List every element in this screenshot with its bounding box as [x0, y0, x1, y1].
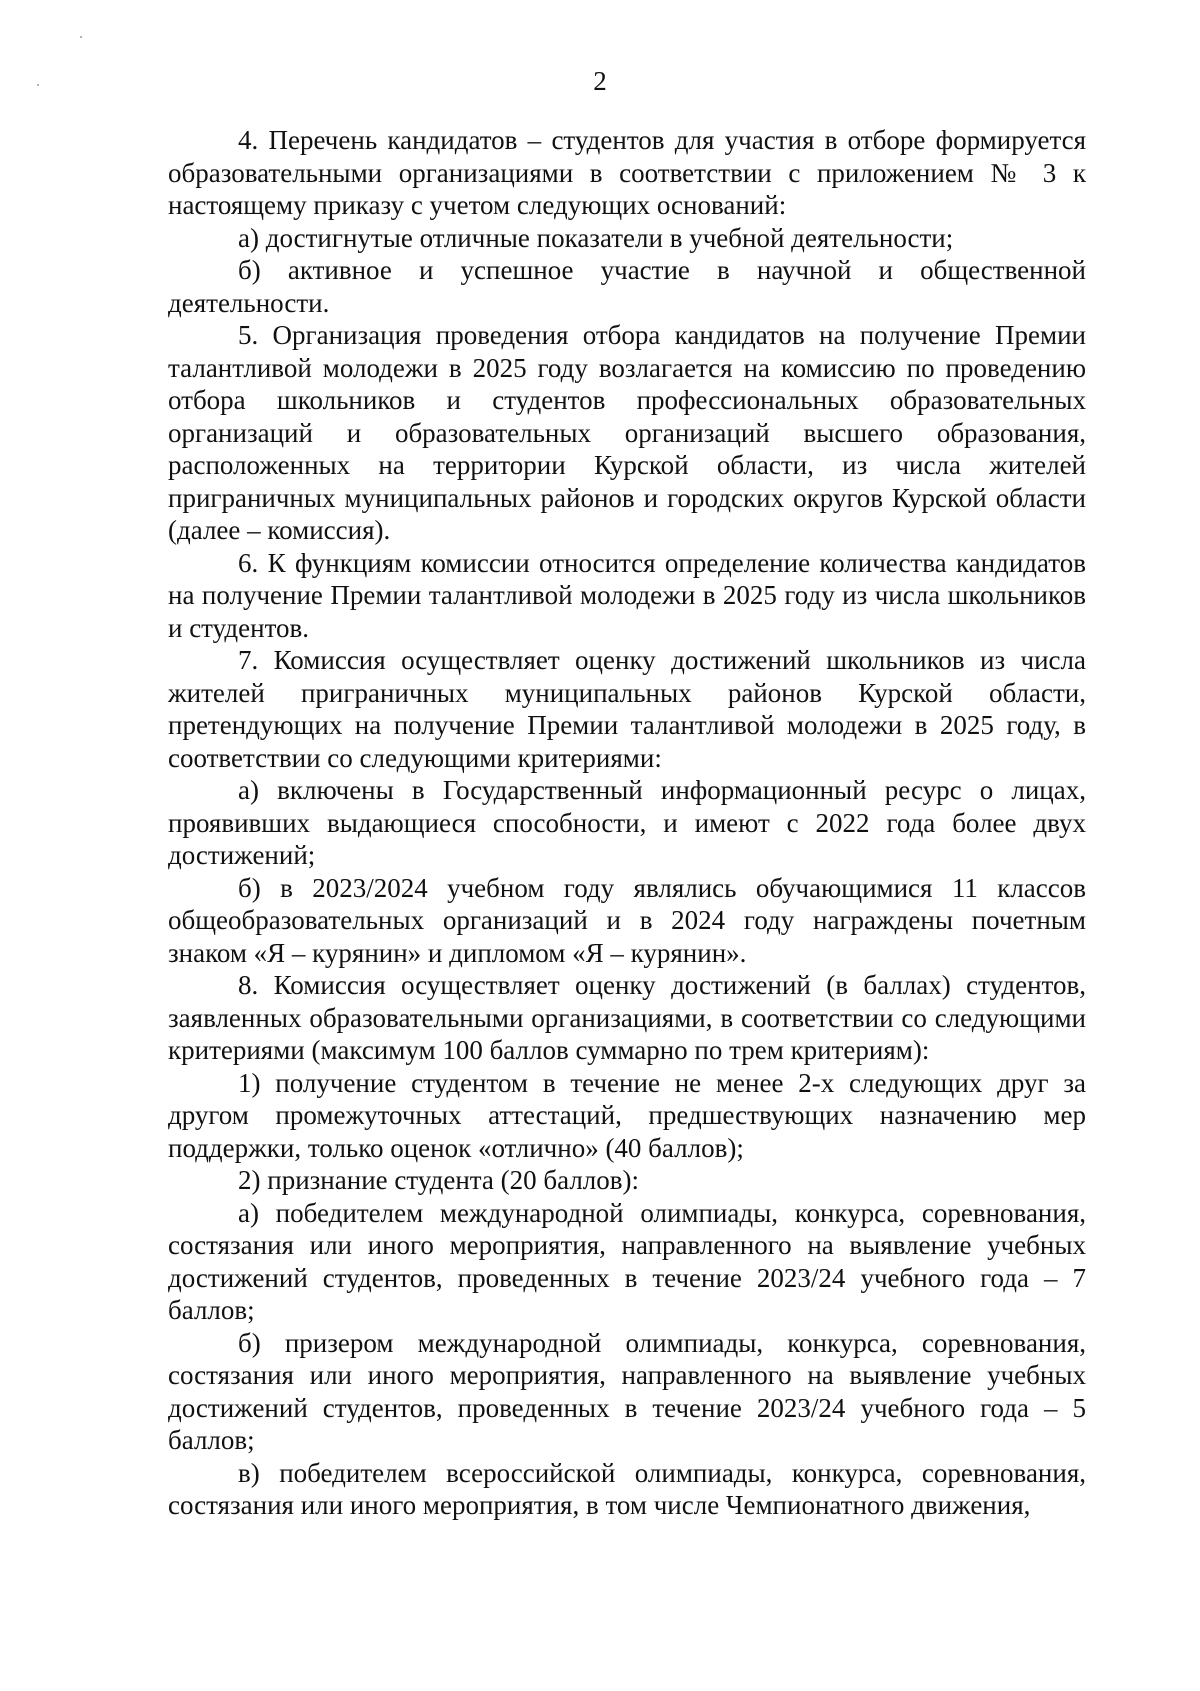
- paragraph-7b: б) в 2023/2024 учебном году являлись обучающимися 11 классов общеобразовательных организаций и в 2024 году награждены почетным знаком «Я – курянин» и дипломом «Я – курянин».: [168, 872, 1086, 968]
- paragraph-4: 4. Перечень кандидатов – студентов для участия в отборе формируется образовательными организациями в соответствии с приложением № 3 к настоящему приказу с учетом следующих оснований:: [168, 125, 1086, 220]
- paragraph-8-2: 2) признание студента (20 баллов):: [238, 1165, 640, 1195]
- paragraph-6: 6. К функциям комиссии относится определение количества кандидатов на получение Премии талантливой молодежи в 2025 году из числа школьников и студентов.: [168, 547, 1086, 643]
- paragraph-8-2b: б) призером международной олимпиады, конкурса, соревнования, состязания или иного мероприятия, направленного на выявление учебных достижений студентов, проведенных в течение 2023/24 учебного года – 5 баллов;: [168, 1327, 1086, 1455]
- paragraph-8-1: 1) получение студентом в течение не менее 2-х следующих друг за другом промежуточных аттестаций, предшествующих назначению мер поддержки, только оценок «отлично» (40 баллов);: [168, 1067, 1086, 1163]
- scan-speck: [80, 36, 82, 38]
- page-number: 2: [593, 66, 607, 96]
- paragraph-8-2a: а) победителем международной олимпиады, конкурса, соревнования, состязания или иного мероприятия, направленного на выявление учебных достижений студентов, проведенных в течение 2023/24 учебного года – 7 баллов;: [168, 1197, 1086, 1325]
- paragraph-8: 8. Комиссия осуществляет оценку достижений (в баллах) студентов, заявленных образовательными организациями, в соответствии со следующими критериями (максимум 100 баллов суммарно по трем критериям):: [168, 970, 1086, 1065]
- paragraph-8-2c: в) победителем всероссийской олимпиады, конкурса, соревнования, состязания или иного мероприятия, в том числе Чемпионатного движения,: [168, 1457, 1086, 1520]
- paragraph-4b: б) активное и успешное участие в научной и общественной деятельности.: [168, 255, 1086, 318]
- paragraph-7a: а) включены в Государственный информационный ресурс о лицах, проявивших выдающиеся способности, и имеют с 2022 года более двух достижений;: [168, 775, 1086, 870]
- paragraph-7: 7. Комиссия осуществляет оценку достижений школьников из числа жителей приграничных муниципальных районов Курской области, претендующих на получение Премии талантливой молодежи в 2025 году, в соответствии со следующими критериями:: [168, 645, 1086, 773]
- paragraph-4a: а) достигнутые отличные показатели в учебной деятельности;: [238, 222, 954, 253]
- document-body: [168, 124, 1086, 1522]
- paragraph-5: 5. Организация проведения отбора кандидатов на получение Премии талантливой молодежи в 2025 году возлагается на комиссию по проведению отбора школьников и студентов профессиональных образовательных организаций и образовательных организаций высшего образования, расположенных на территории Курской области, из числа жителей приграничных муниципальных районов и городских округов Курской области (далее – комиссия).: [168, 320, 1086, 545]
